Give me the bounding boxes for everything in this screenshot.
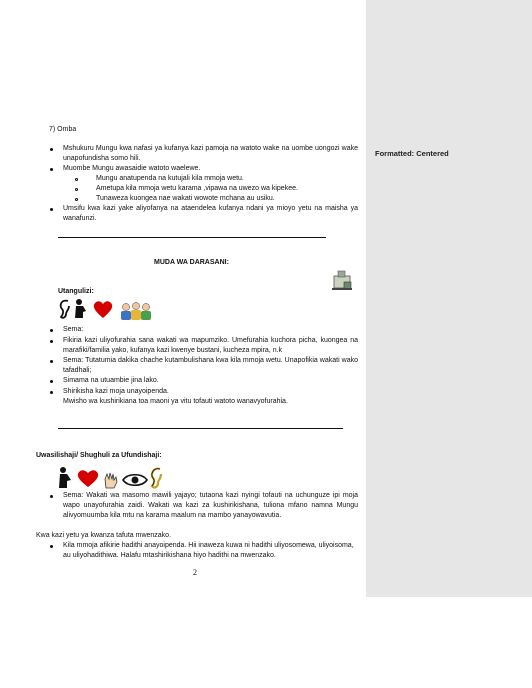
bullet-marker — [50, 380, 53, 383]
overhead-projector-icon — [330, 270, 354, 292]
section7-bullet3-line2: wanafunzi. — [63, 215, 97, 222]
bullet-marker — [50, 495, 53, 498]
bullet-marker — [50, 340, 53, 343]
uwasilishaji-bullet1-line1: Sema: Wakati wa masomo mawili yajayo; tutaona kazi nyingi tofauti na uchunguze ipi moja — [63, 492, 358, 499]
heart-icon — [92, 299, 114, 319]
sub-bullet-marker — [75, 178, 78, 181]
section7-sub1: Mungu anatupenda na kutujali kila mmoja wetu. — [96, 175, 244, 182]
comment-pane — [366, 0, 532, 597]
section7-bullet1-line1: Mshukuru Mungu kwa nafasi ya kufanya kazi pamoja na watoto wake na uombe uongozi wake — [63, 145, 358, 152]
horizontal-rule — [58, 428, 343, 429]
section7-bullet2: Muombe Mungu awasaidie watoto waelewe. — [63, 165, 201, 172]
section7-bullet1-line2: unapofundisha somo hili. — [63, 155, 141, 162]
sub-bullet-marker — [75, 198, 78, 201]
utangulizi-bullet1: Sema: — [63, 326, 84, 333]
section7-bullet3-line1: Umsifu kwa kazi yake aliyofanya na ataendelea kufanya ndani ya mioyo yetu na maisha ya — [63, 205, 358, 212]
praying-person-icon — [73, 298, 89, 320]
page-number: 2 — [193, 568, 197, 577]
utangulizi-bullet3-line2: tafadhali; — [63, 367, 92, 374]
bullet-marker — [50, 168, 53, 171]
sub-bullet-marker — [75, 188, 78, 191]
uwasilishaji-heading: Uwasilishaji/ Shughuli za Ufundishaji: — [36, 452, 162, 459]
bullet-marker — [50, 391, 53, 394]
bullet-marker — [50, 360, 53, 363]
uwasilishaji-paragraph: Kwa kazi yetu ya kwanza tafuta mwenzako. — [36, 532, 172, 539]
bullet-marker — [50, 148, 53, 151]
section-7-heading: 7) Omba — [49, 126, 77, 133]
uwasilishaji-bullet2-line1: Kila mmoja afikirie hadithi anayoipenda. Hii inaweza kuwa ni hadithi uliyosomewa, uliyoisoma, — [63, 542, 354, 549]
utangulizi-bullet5-line2: Mwisho wa kushirikiana toa maoni ya vitu tofauti watoto wanavyofurahia. — [63, 398, 288, 405]
section7-sub3: Tunaweza kuongea nae wakati wowote mchana au usiku. — [96, 195, 275, 202]
group-of-people-icon — [119, 301, 153, 321]
ear-icon — [149, 466, 165, 490]
muda-heading: MUDA WA DARASANI: — [154, 259, 229, 266]
comment-formatted-label[interactable]: Formatted: Centered — [375, 149, 449, 158]
eye-icon — [122, 472, 148, 488]
bullet-marker — [50, 329, 53, 332]
bullet-marker — [50, 545, 53, 548]
utangulizi-bullet2-line2: marafiki/familia yako, kufanya kazi kwenye bustani, kucheza mpira, n.k — [63, 347, 283, 354]
horizontal-rule — [58, 237, 326, 238]
utangulizi-heading: Utangulizi: — [58, 288, 94, 295]
uwasilishaji-bullet1-line3: alivyomuumba kila mtu na karama maalum na mambo yanayowavutia. — [63, 512, 282, 519]
utangulizi-bullet3-line1: Sema: Tutatumia dakika chache kutambulishana kwa kila mmoja wetu. Unapofikia wakati wako — [63, 357, 358, 364]
praying-person-icon — [57, 466, 73, 490]
utangulizi-bullet4: Simama na utuambie jina lako. — [63, 377, 159, 384]
uwasilishaji-bullet2-line2: au uliyohadithiwa. Halafu mtashirikishana hiyo hadithi na mwenzako. — [63, 552, 276, 559]
ear-icon — [58, 298, 72, 320]
bullet-marker — [50, 208, 53, 211]
hand-icon — [101, 470, 121, 490]
heart-icon — [75, 468, 101, 488]
uwasilishaji-bullet1-line2: wapo unayofurahia zaidi. Wakati wa kazi za kushirikishana, tuliona mfano namna Mungu — [63, 502, 358, 509]
section7-sub2: Ametupa kila mmoja wetu karama ,vipawa na uwezo wa kipekee. — [96, 185, 298, 192]
utangulizi-bullet2-line1: Fikiria kazi uliyofurahia sana wakati wa mapumziko. Umefurahia kuchora picha, kuongea na — [63, 337, 358, 344]
utangulizi-bullet5: Shirikisha kazi moja unayoipenda. — [63, 388, 169, 395]
